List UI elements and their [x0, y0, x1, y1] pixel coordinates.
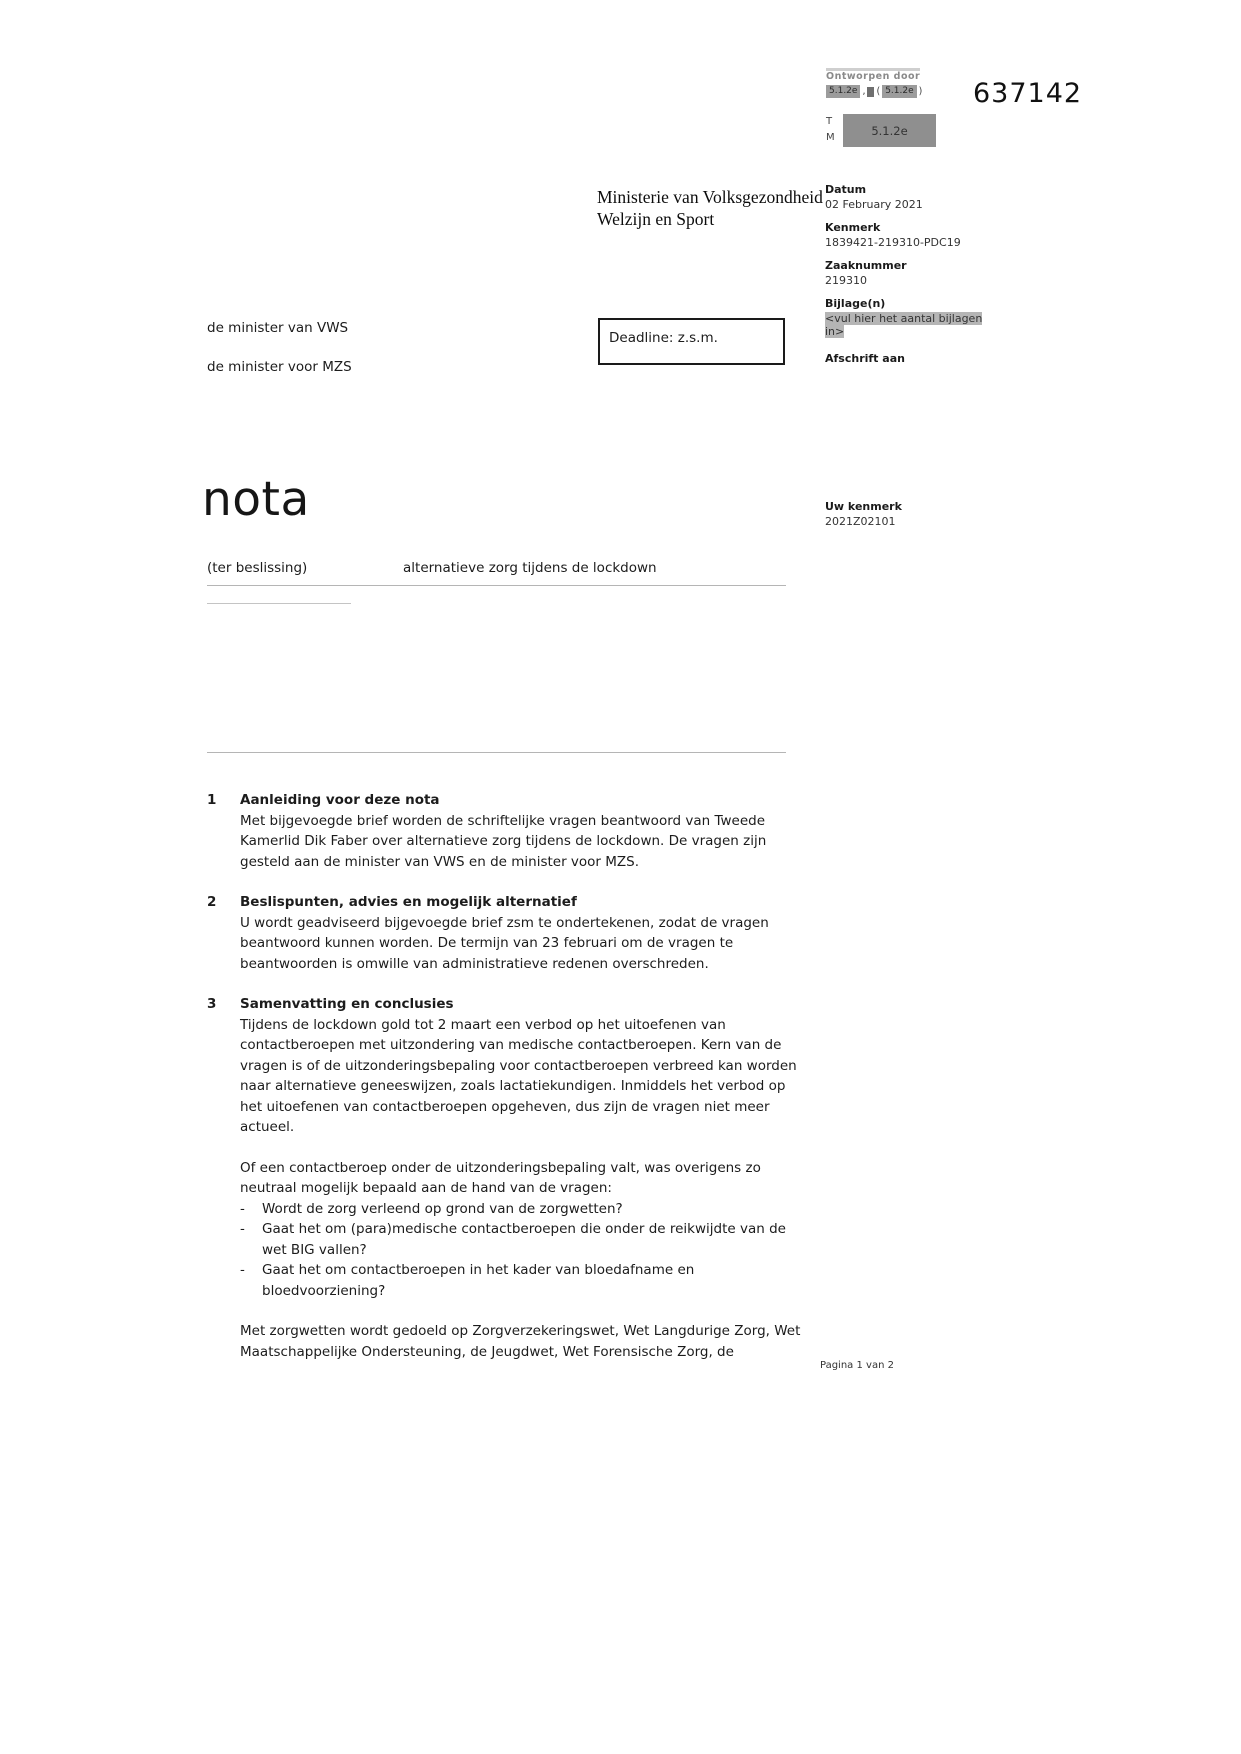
bullet-marker: -: [240, 1221, 245, 1237]
addressee-mzs: de minister voor MZS: [207, 359, 352, 375]
bullet-text: Gaat het om contactberoepen in het kader van bloedafname en bloedvoorziening?: [262, 1262, 695, 1299]
section-3: [207, 994, 811, 1362]
paragraph: Met zorgwetten wordt gedoeld op Zorgverzekeringswet, Wet Langdurige Zorg, Wet Maatschappelijke Ondersteuning, de Jeugdwet, Wet Forensische Zorg, de: [240, 1323, 801, 1360]
section-2: [207, 892, 811, 974]
kenmerk-label: Kenmerk: [825, 221, 881, 234]
paragraph: U wordt geadviseerd bijgevoegde brief zsm te ondertekenen, zodat de vragen beantwoord kunnen worden. De termijn van 23 februari om de vragen te beantwoorden is omwille van administratieve redenen overschreden.: [240, 914, 769, 972]
redaction-separator: ,: [862, 86, 866, 97]
datum-label: Datum: [825, 183, 867, 196]
horizontal-rule: [207, 752, 786, 753]
author-redaction-line: [826, 85, 1026, 98]
horizontal-rule-short: [207, 603, 351, 604]
document-subject: alternatieve zorg tijdens de lockdown: [403, 560, 657, 576]
phone-redaction-box: 5.1.2e: [843, 114, 936, 147]
bullet-text: Gaat het om (para)medische contactberoepen die onder de reikwijdte van de wet BIG vallen?: [262, 1221, 786, 1258]
redaction-chip: 5.1.2e: [882, 85, 916, 98]
zaaknummer-label: Zaaknummer: [825, 259, 907, 272]
bullet-item: [240, 1219, 811, 1260]
meta-zaaknummer: [825, 259, 1003, 287]
section-content: [240, 892, 811, 974]
decision-type-label: (ter beslissing): [207, 560, 308, 576]
phone-redaction-row: [826, 114, 1026, 147]
bullet-marker: -: [240, 1200, 245, 1217]
bijlage-label: Bijlage(n): [825, 297, 886, 310]
telephone-label: T: [826, 116, 833, 127]
paren-open: (: [876, 86, 881, 97]
ministry-line-2: Welzijn en Sport: [597, 209, 715, 229]
bullet-marker: -: [240, 1262, 245, 1278]
paragraph: Met bijgevoegde brief worden de schriftelijke vragen beantwoord van Tweede Kamerlid Dik Faber over alternatieve zorg tijdens de lockdown. De vragen zijn gesteld aan de minister van VWS en de minister voor MZS.: [240, 812, 767, 870]
document-body: [207, 790, 811, 1362]
bijlage-value: [825, 312, 1003, 338]
meta-datum: [825, 183, 1003, 211]
bullet-item: [240, 1260, 811, 1301]
uw-kenmerk-label: Uw kenmerk: [825, 500, 902, 513]
bullet-item: [240, 1199, 811, 1220]
mobile-label: M: [826, 132, 835, 143]
deadline-box: [598, 318, 785, 365]
meta-afschrift: [825, 352, 1003, 365]
section-heading: Beslispunten, advies en mogelijk alternatief: [240, 894, 577, 910]
ontworpen-door-label: Ontworpen door: [826, 68, 920, 82]
doc-number-stamp: 637142: [973, 78, 1083, 109]
page-number: Pagina 1 van 2: [820, 1360, 894, 1371]
datum-value: 02 February 2021: [825, 198, 923, 211]
metadata-column: [825, 183, 1003, 375]
meta-kenmerk: [825, 221, 1003, 249]
section-number: 2: [207, 894, 217, 910]
bijlage-placeholder: <vul hier het aantal bijlagen in>: [825, 312, 983, 338]
section-content: [240, 994, 811, 1362]
horizontal-rule: [207, 585, 786, 586]
redaction-chip-small: [867, 87, 874, 97]
paragraph: Tijdens de lockdown gold tot 2 maart een verbod op het uitoefenen van contactberoepen met uitzondering van medische contactberoepen. Kern van de vragen is of de uitzonderingsbepaling voor contactberoepen verbreed kan worden naar alternatieve geneeswijzen, zoals lactatiekundigen. Inmiddels het verbod op het uitoefenen van contactberoepen opgeheven, dus zijn de vragen niet meer actueel.: [240, 1016, 797, 1135]
bullet-list: [240, 1199, 811, 1302]
ministry-line-1: Ministerie van Volksgezondheid: [597, 187, 823, 207]
section-heading: Samenvatting en conclusies: [240, 996, 454, 1012]
phone-labels: [826, 114, 843, 147]
bullet-text: Wordt de zorg verleend op grond van de zorgwetten?: [262, 1200, 623, 1217]
kenmerk-value: 1839421-219310-PDC19: [825, 236, 961, 249]
uw-kenmerk-value: 2021Z02101: [825, 515, 896, 528]
meta-uw-kenmerk: [825, 500, 1003, 528]
ministry-logo-text: [597, 186, 823, 230]
section-content: [240, 790, 811, 872]
section-number: 3: [207, 996, 217, 1012]
afschrift-label: Afschrift aan: [825, 352, 905, 365]
paren-close: ): [918, 86, 923, 97]
section-number: 1: [207, 792, 217, 808]
addressee-list: [207, 320, 352, 375]
section-heading: Aanleiding voor deze nota: [240, 792, 440, 808]
zaaknummer-value: 219310: [825, 274, 867, 287]
section-1: [207, 790, 811, 872]
author-redaction-block: [826, 68, 1026, 147]
redaction-chip: 5.1.2e: [826, 85, 860, 98]
paragraph: Of een contactberoep onder de uitzonderingsbepaling valt, was overigens zo neutraal mogelijk bepaald aan de hand van de vragen:: [240, 1159, 761, 1196]
addressee-vws: de minister van VWS: [207, 320, 349, 336]
page-title: nota: [202, 472, 310, 527]
meta-bijlage: [825, 297, 1003, 338]
deadline-text: Deadline: z.s.m.: [609, 330, 718, 346]
